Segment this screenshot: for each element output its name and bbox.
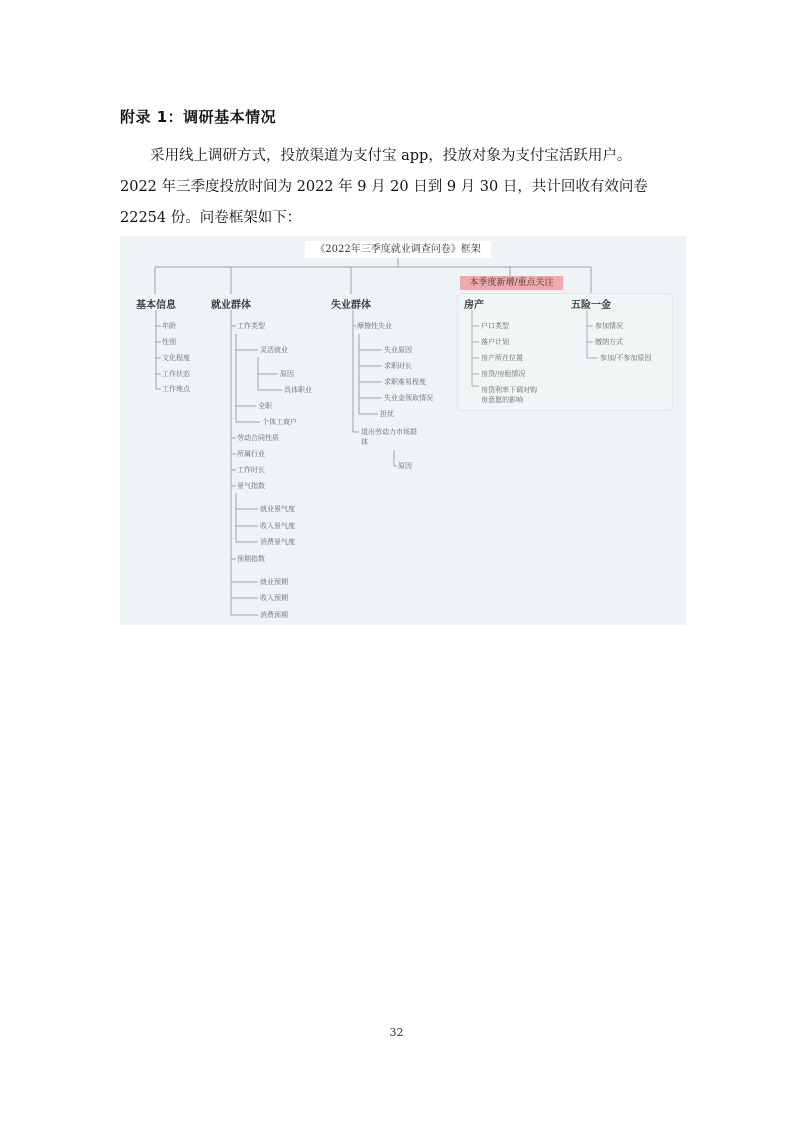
intro-paragraph [120, 141, 680, 234]
tree-leaf: 所属行业 [237, 450, 265, 458]
tree-leaf: 失业原因 [384, 346, 412, 354]
tree-leaf: 求职时长 [384, 362, 412, 370]
appendix-heading: 附录 1：调研基本情况 [120, 108, 277, 126]
tree-leaf: 个体工商户 [262, 418, 297, 426]
page-number: 32 [389, 1026, 404, 1039]
tree-leaf: 落户计划 [481, 338, 509, 346]
tree-leaf: 性别 [162, 338, 176, 346]
tree-leaf: 缴纳方式 [595, 338, 623, 346]
tree-leaf: 就业景气度 [260, 505, 295, 513]
tree-leaf: 具体职业 [284, 386, 312, 394]
tree-leaf: 房贷利率下调对购 [481, 386, 537, 394]
tree-node: 退出劳动力市场群 [361, 428, 417, 436]
group-header-basic-info: 基本信息 [136, 300, 176, 311]
questionnaire-framework-figure [120, 236, 686, 625]
tree-leaf: 年龄 [162, 322, 176, 330]
tree-leaf: 原因 [280, 370, 294, 378]
tree-leaf: 消费预期 [260, 611, 288, 619]
paragraph-line: 22254 份。问卷框架如下： [120, 210, 302, 226]
figure-title: 《2022年三季度就业调查问卷》框架 [305, 241, 491, 258]
tree-leaf: 消费景气度 [260, 538, 295, 546]
tree-leaf: 工作地点 [162, 385, 190, 393]
tree-leaf: 参加/不参加原因 [600, 354, 652, 362]
tree-leaf: 文化程度 [162, 354, 190, 362]
group-header-housing: 房产 [464, 300, 484, 311]
group-header-employed: 就业群体 [211, 300, 251, 311]
tree-leaf: 原因 [398, 462, 412, 470]
tree-leaf: 房意愿的影响 [481, 396, 523, 404]
tree-node: 摩擦性失业 [357, 322, 392, 330]
group-header-unemployed: 失业群体 [331, 300, 371, 311]
tree-leaf: 参加情况 [595, 322, 623, 330]
tree-leaf: 求职难易程度 [384, 378, 426, 386]
tree-leaf: 工作时长 [237, 466, 265, 474]
tree-leaf: 劳动合同性质 [237, 434, 279, 442]
tree-leaf: 收入预期 [260, 594, 288, 602]
tree-node: 灵活就业 [260, 346, 288, 354]
tree-node: 体 [361, 438, 368, 446]
tree-node: 工作类型 [237, 322, 265, 330]
tree-leaf: 户口类型 [481, 322, 509, 330]
paragraph-line: 采用线上调研方式，投放渠道为支付宝 app，投放对象为支付宝活跃用户。 [150, 148, 632, 164]
new-focus-label: 本季度新增/重点关注 [460, 276, 563, 290]
tree-leaf: 失业金领取情况 [384, 394, 433, 402]
tree-node: 预期指数 [237, 555, 265, 563]
tree-leaf: 工作状态 [162, 370, 190, 378]
tree-leaf: 全职 [258, 402, 272, 410]
tree-leaf: 担忧 [380, 410, 394, 418]
tree-leaf: 房贷/房租情况 [481, 370, 526, 378]
group-header-insurance: 五险一金 [571, 300, 611, 311]
paragraph-line: 2022 年三季度投放时间为 2022 年 9 月 20 日到 9 月 30 日，共计回收有效问卷 [120, 179, 648, 195]
tree-leaf: 房产所在位置 [481, 354, 523, 362]
tree-leaf: 就业预期 [260, 578, 288, 586]
tree-node: 景气指数 [237, 482, 265, 490]
tree-leaf: 收入景气度 [260, 522, 295, 530]
